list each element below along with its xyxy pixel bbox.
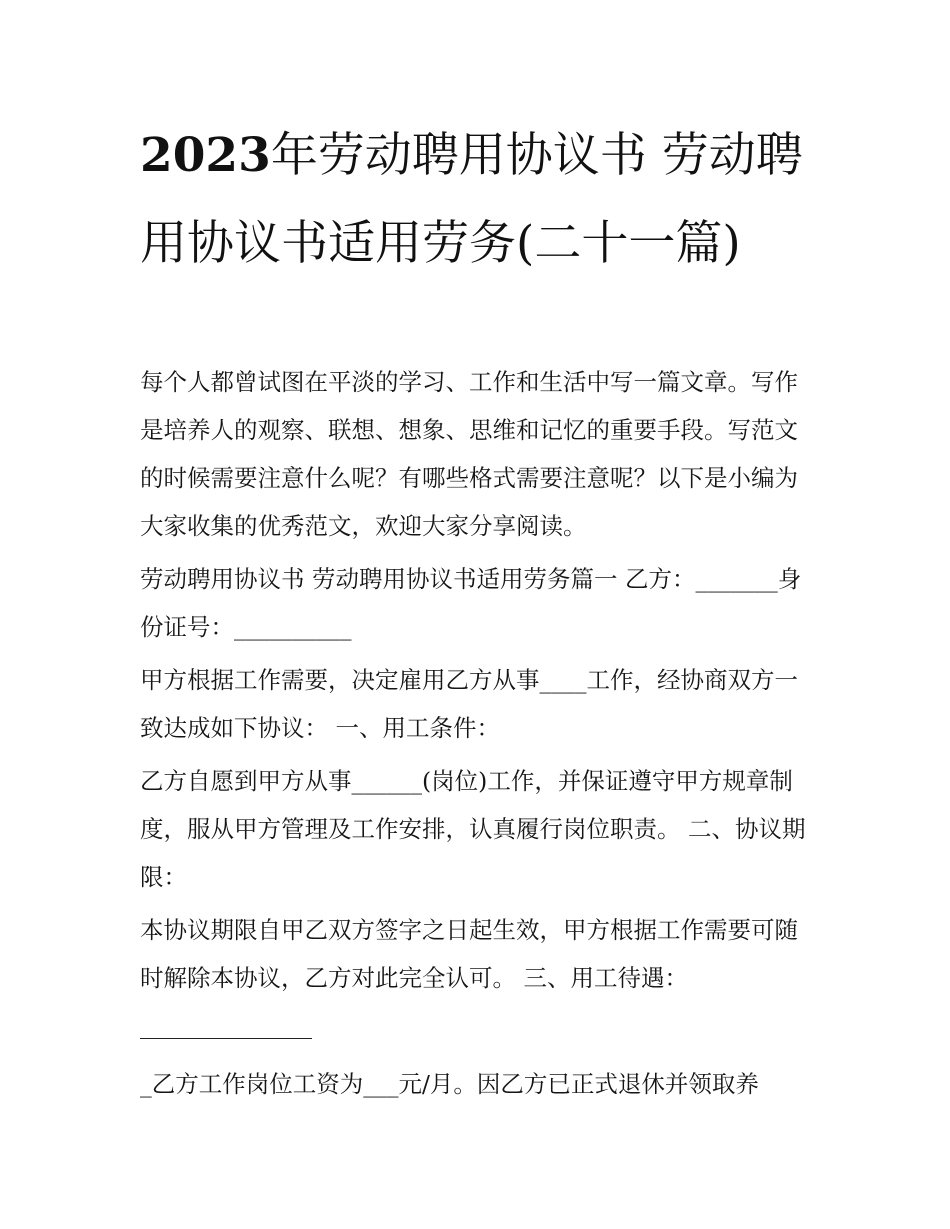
party-b-paragraph: 劳动聘用协议书 劳动聘用协议书适用劳务篇一 乙方：_______身份证号：__________ <box>140 565 802 641</box>
salary-paragraph: _乙方工作岗位工资为___元/月。因乙方已正式退休并领取养 <box>140 1070 759 1098</box>
title-year: 2023 <box>140 128 271 183</box>
underline-blank <box>140 1037 312 1039</box>
title-text: 年劳动聘用协议书 劳动聘用协议书适用劳务(二十一篇) <box>140 128 803 271</box>
term-paragraph: 本协议期限自甲乙双方签字之日起生效，甲方根据工作需要可随时解除本协议，乙方对此完全认可。 三、用工待遇： <box>140 916 798 992</box>
document-body <box>140 358 820 1108</box>
intro-paragraph: 每个人都曾试图在平淡的学习、工作和生活中写一篇文章。写作是培养人的观察、联想、想象、思维和记忆的重要手段。写范文的时候需要注意什么呢？有哪些格式需要注意呢？以下是小编为大家收集的优秀范文，欢迎大家分享阅读。 <box>140 368 798 540</box>
document-title <box>140 112 820 288</box>
blank-fill-line <box>140 1007 820 1055</box>
work-condition-paragraph: 乙方自愿到甲方从事______(岗位)工作，并保证遵守甲方规章制度，服从甲方管理及工作安排，认真履行岗位职责。 二、协议期限： <box>140 767 806 891</box>
employment-paragraph: 甲方根据工作需要，决定雇用乙方从事____工作，经协商双方一致达成如下协议： 一、用工条件： <box>140 666 798 742</box>
